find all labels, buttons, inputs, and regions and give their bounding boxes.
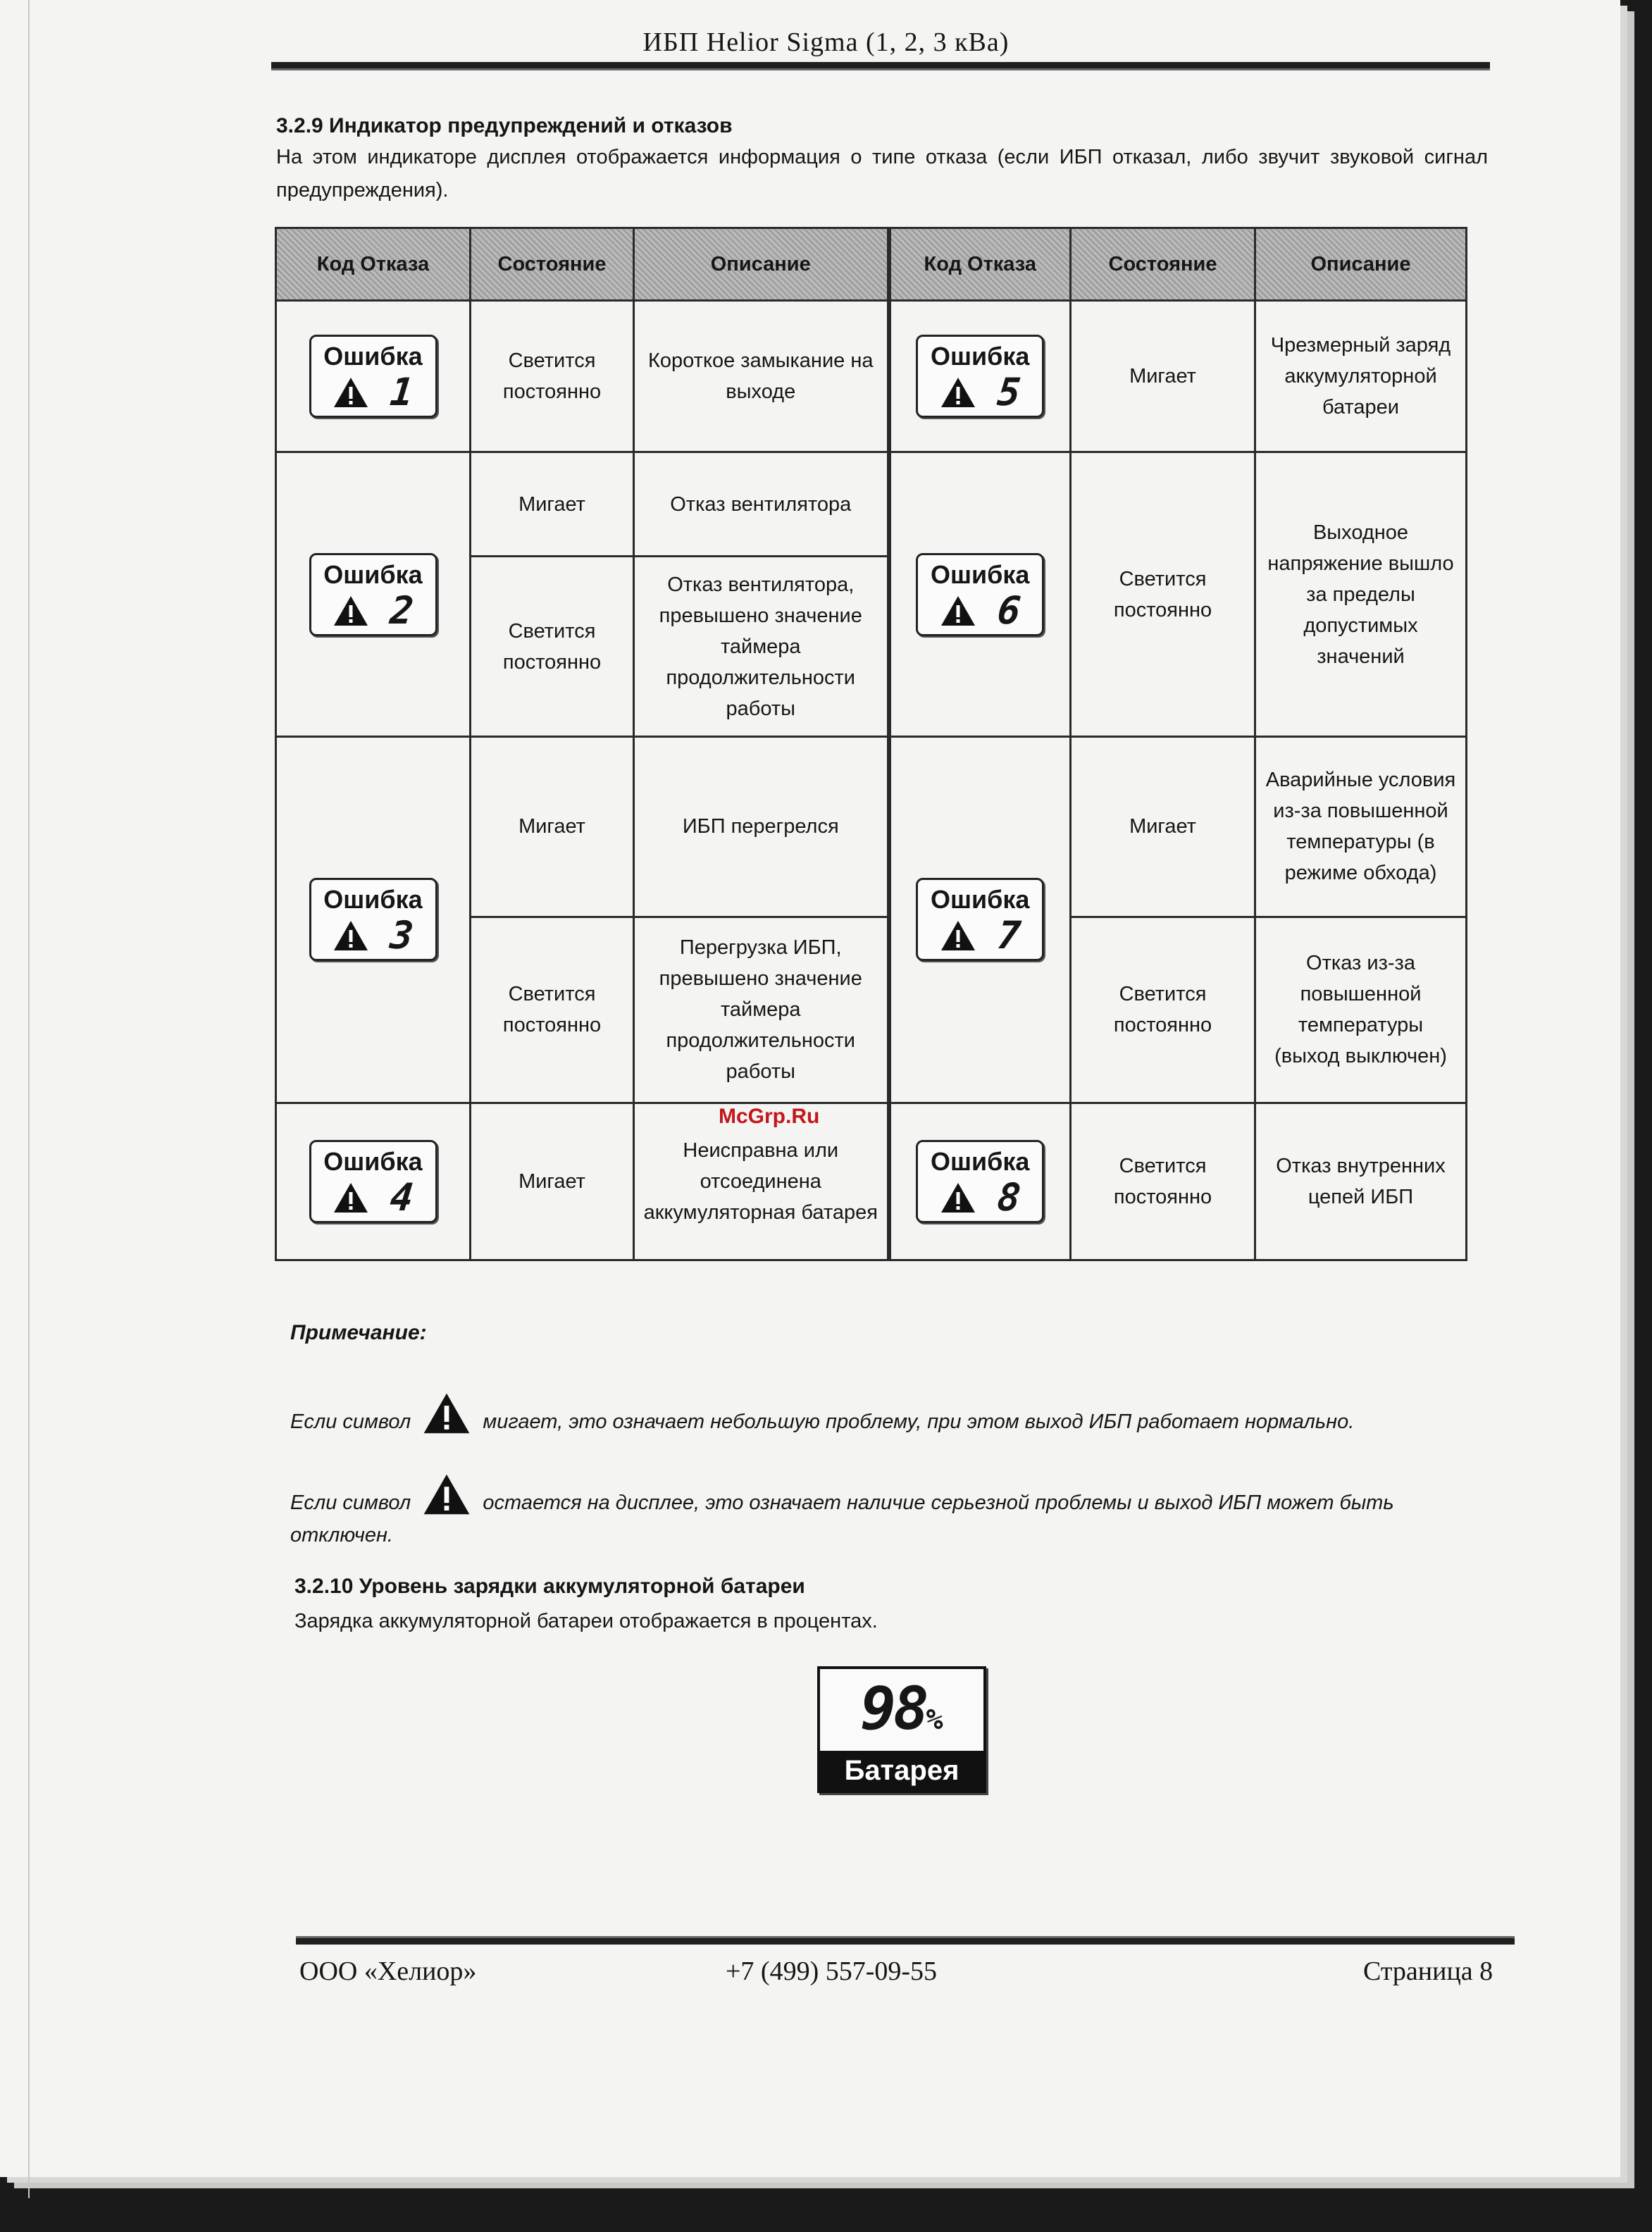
note-text: мигает, это означает небольшую проблему, при этом выход ИБП работает нормально. bbox=[483, 1410, 1355, 1433]
error-number: 4 bbox=[387, 1174, 416, 1220]
error-code-cell bbox=[889, 452, 1071, 737]
description-cell: Короткое замыкание на выходе bbox=[634, 301, 889, 452]
header-state: Состояние bbox=[471, 228, 634, 301]
watermark: McGrp.Ru bbox=[719, 1105, 820, 1128]
error-badge-7 bbox=[916, 878, 1044, 961]
warning-icon bbox=[940, 376, 976, 409]
warning-icon bbox=[940, 919, 976, 952]
state-cell: Мигает bbox=[1071, 737, 1255, 917]
error-label: Ошибка bbox=[931, 559, 1030, 589]
header-code: Код Отказа bbox=[889, 228, 1071, 301]
warning-icon bbox=[940, 1182, 976, 1214]
error-label: Ошибка bbox=[323, 342, 423, 371]
section-title-3-2-9: 3.2.9 Индикатор предупреждений и отказов bbox=[276, 114, 733, 137]
header-state: Состояние bbox=[1071, 228, 1255, 301]
fault-codes-table bbox=[275, 227, 1467, 1261]
footer-page-number: Страница 8 bbox=[1363, 1957, 1493, 1986]
state-cell: Мигает bbox=[471, 737, 634, 917]
error-code-cell bbox=[276, 737, 471, 1103]
description-cell: Аварийные условия из-за повышенной температуры (в режиме обхода) bbox=[1255, 737, 1467, 917]
battery-value-row bbox=[820, 1673, 983, 1755]
error-label: Ошибка bbox=[323, 885, 423, 914]
state-cell: Мигает bbox=[471, 452, 634, 557]
description-cell: Отказ вентилятора bbox=[634, 452, 889, 557]
note-text: остается на дисплее, это означает наличие серьезной проблемы и выход ИБП может быть отключен. bbox=[290, 1492, 1394, 1546]
warning-icon bbox=[940, 595, 976, 627]
error-label: Ошибка bbox=[931, 1146, 1030, 1176]
error-code-cell bbox=[276, 301, 471, 452]
error-number: 8 bbox=[995, 1174, 1023, 1220]
error-code-cell bbox=[889, 301, 1071, 452]
description-cell: Отказ внутренних цепей ИБП bbox=[1255, 1103, 1467, 1260]
error-number: 7 bbox=[995, 913, 1023, 958]
warning-icon bbox=[333, 595, 369, 627]
error-number: 6 bbox=[995, 588, 1023, 633]
section-text-3-2-10: Зарядка аккумуляторной батареи отображается в процентах. bbox=[294, 1610, 878, 1632]
error-code-cell bbox=[889, 1103, 1071, 1260]
table-row bbox=[276, 1103, 1467, 1260]
percent-sign: % bbox=[926, 1704, 943, 1736]
note-line-steady bbox=[290, 1472, 1502, 1551]
note-prefix: Если символ bbox=[290, 1410, 411, 1433]
footer-rule bbox=[296, 1936, 1515, 1945]
note-title: Примечание: bbox=[290, 1321, 427, 1344]
error-number: 2 bbox=[387, 588, 416, 633]
error-badge-6 bbox=[916, 553, 1044, 636]
warning-icon bbox=[333, 919, 369, 952]
description-cell: Выходное напряжение вышло за пределы допустимых значений bbox=[1255, 452, 1467, 737]
error-number: 3 bbox=[387, 913, 416, 958]
section-text-3-2-9: На этом индикаторе дисплея отображается информация о типе отказа (если ИБП отказал, либо звучит звуковой сигнал предупреждения). bbox=[276, 146, 1488, 202]
header-description: Описание bbox=[1255, 228, 1467, 301]
error-code-cell bbox=[276, 452, 471, 737]
error-badge-3 bbox=[309, 878, 437, 961]
description-cell: ИБП перегрелся bbox=[634, 737, 889, 917]
state-cell: Светится постоянно bbox=[471, 917, 634, 1103]
error-badge-2 bbox=[309, 553, 437, 636]
warning-icon bbox=[333, 376, 369, 409]
header-title: ИБП Helior Sigma (1, 2, 3 кВа) bbox=[642, 27, 1010, 57]
error-code-cell bbox=[276, 1103, 471, 1260]
error-number: 1 bbox=[387, 370, 416, 415]
warning-icon bbox=[333, 1182, 369, 1214]
header-description: Описание bbox=[634, 228, 889, 301]
state-cell: Светится постоянно bbox=[1071, 917, 1255, 1103]
table-row bbox=[276, 737, 1467, 917]
description-cell: Отказ из-за повышенной температуры (выход выключен) bbox=[1255, 917, 1467, 1103]
error-label: Ошибка bbox=[931, 885, 1030, 914]
description-cell: Неисправна или отсоединена аккумуляторная батарея bbox=[634, 1103, 889, 1260]
state-cell: Мигает bbox=[1071, 301, 1255, 452]
error-label: Ошибка bbox=[323, 1146, 423, 1176]
table-header-row bbox=[276, 228, 1467, 301]
error-code-cell bbox=[889, 737, 1071, 1103]
state-cell: Мигает bbox=[471, 1103, 634, 1260]
warning-icon bbox=[421, 1391, 473, 1435]
description-cell: Чрезмерный заряд аккумуляторной батареи bbox=[1255, 301, 1467, 452]
battery-percent-value: 98 bbox=[860, 1674, 926, 1743]
battery-level-display bbox=[817, 1666, 986, 1793]
battery-label: Батарея bbox=[820, 1751, 983, 1790]
error-label: Ошибка bbox=[931, 342, 1030, 371]
note-prefix: Если символ bbox=[290, 1492, 411, 1514]
page-stack-edge bbox=[28, 0, 86, 2198]
state-cell: Светится постоянно bbox=[1071, 1103, 1255, 1260]
error-label: Ошибка bbox=[323, 559, 423, 589]
description-cell: Отказ вентилятора, превышено значение таймера продолжительности работы bbox=[634, 557, 889, 737]
state-cell: Светится постоянно bbox=[471, 301, 634, 452]
error-badge-4 bbox=[309, 1140, 437, 1223]
error-badge-1 bbox=[309, 335, 437, 418]
error-badge-8 bbox=[916, 1140, 1044, 1223]
state-cell: Светится постоянно bbox=[1071, 452, 1255, 737]
state-cell: Светится постоянно bbox=[471, 557, 634, 737]
note-line-blinking bbox=[290, 1391, 1502, 1438]
table-row bbox=[276, 301, 1467, 452]
error-badge-5 bbox=[916, 335, 1044, 418]
footer-company: ООО «Хелиор» bbox=[299, 1957, 477, 1986]
section-title-3-2-10: 3.2.10 Уровень зарядки аккумуляторной батареи bbox=[294, 1575, 805, 1598]
table-row bbox=[276, 452, 1467, 557]
warning-icon bbox=[421, 1472, 473, 1516]
header-rule bbox=[271, 62, 1490, 70]
error-number: 5 bbox=[995, 370, 1023, 415]
header-code: Код Отказа bbox=[276, 228, 471, 301]
description-cell: Перегрузка ИБП, превышено значение таймера продолжительности работы bbox=[634, 917, 889, 1103]
footer-phone: +7 (499) 557-09-55 bbox=[726, 1957, 938, 1986]
